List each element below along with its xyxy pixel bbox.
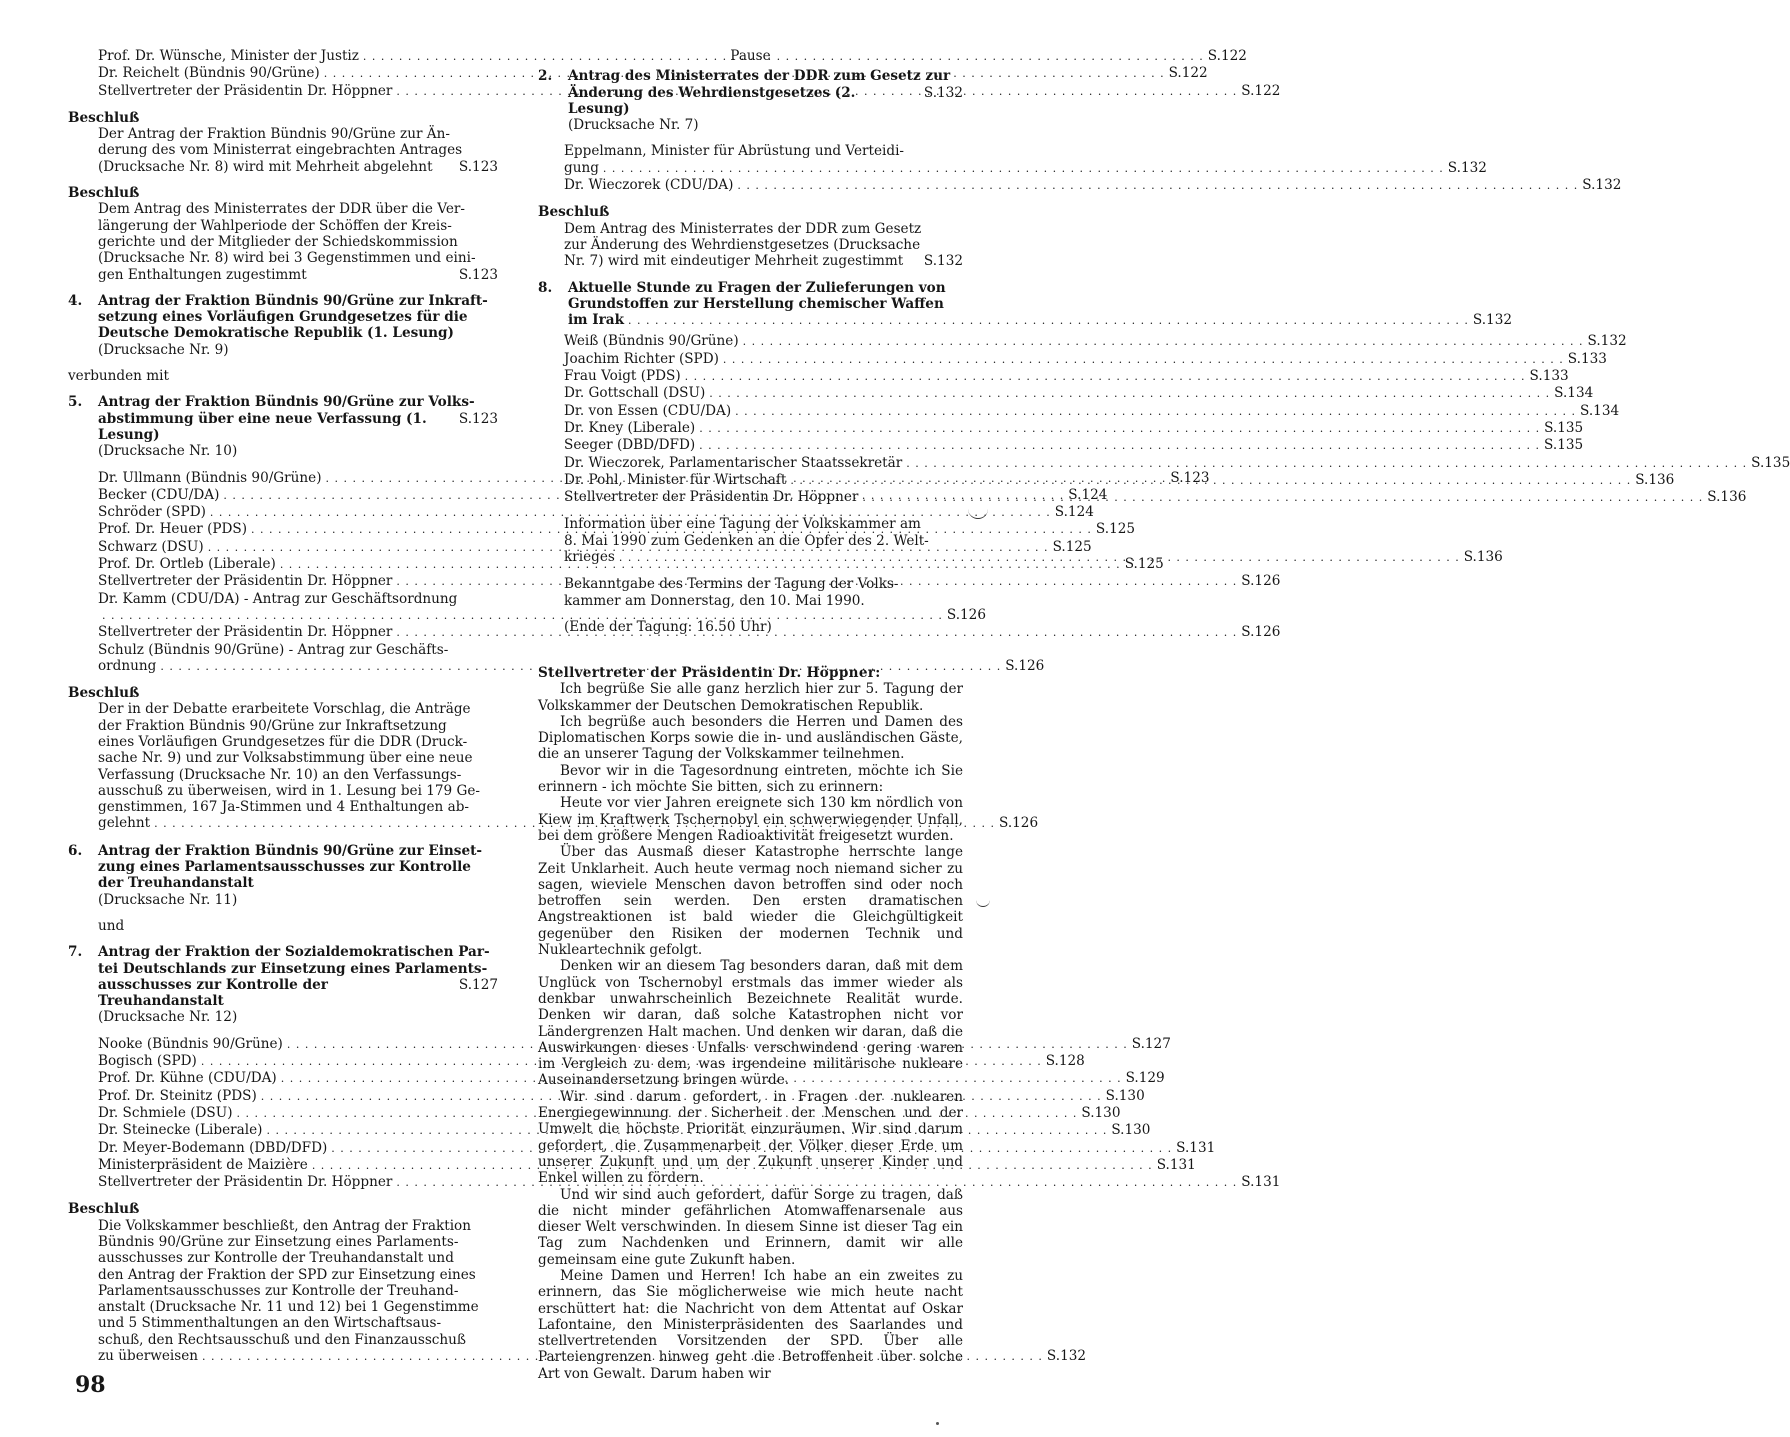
list-item: Stellvertreter der Präsidentin Dr. Höppner . . . S.131: [98, 1174, 498, 1191]
resolution-heading: Beschluß: [68, 109, 140, 126]
info-block: Information über eine Tagung der Volkskammer am 8. Mai 1990 zum Gedenken an die Opfer des 2. Welt- krieges . . . S.136: [538, 516, 963, 566]
list-item: Ministerpräsident de Maizière . . . S.131: [98, 1157, 498, 1174]
list-item: Seeger (DBD/DFD) . . . S.135: [564, 437, 963, 454]
list-item: Dr. Schmiele (DSU) . . . S.130: [98, 1105, 498, 1122]
list-item: Stellvertreter der Präsidentin Dr. Höppner . . . S.126: [98, 573, 498, 590]
agenda-item-4: 4. Antrag der Fraktion Bündnis 90/Grüne zur Inkraft- setzung eines Vorläufigen Grundgesetzes für die Deutsche Demokratische Republik (1. Lesung) (Drucksache Nr. 9): [68, 292, 488, 358]
list-item: Prof. Dr. Heuer (PDS) . . . S.125: [98, 521, 498, 538]
page-number: 98: [75, 1372, 106, 1398]
speech-paragraph: Denken wir an diesem Tag besonders daran, daß mit dem Unglück von Tschernobyl erstmals das immer wieder als denkbar unwahrscheinlich Bezeichnete Realität wurde. Denken wir daran, daß solche Katastrophen nicht vor Ländergrenzen Halt machen. Und denken wir daran, daß die Auswirkungen dieses Unfalls verschwindend gering waren im Vergleich zu dem, was irgendeine militärische nukleare Auseinandersetzung bringen würde.: [538, 958, 963, 1089]
list-item: Dr. Pohl, Minister für Wirtschaft . . . S.136: [564, 472, 963, 489]
list-item: Prof. Dr. Wünsche, Minister der Justiz . . . S.122: [98, 48, 498, 65]
announcement-block: Bekanntgabe des Termins der Tagung der Volks- kammer am Donnerstag, den 10. Mai 1990.: [564, 576, 899, 609]
list-item: Eppelmann, Minister für Abrüstung und Verteidi-: [564, 143, 905, 160]
agenda-number: 5.: [68, 394, 83, 411]
agenda-item-6: 6. Antrag der Fraktion Bündnis 90/Grüne zur Einset- zung eines Parlamentsausschusses zur Kontrolle der Treuhandanstalt (Drucksache Nr. 11): [68, 842, 483, 908]
list-item: Stellvertreter der Präsidentin Dr. Höppner . . . S.122: [98, 83, 498, 100]
resolution-heading: Beschluß: [68, 1201, 140, 1218]
list-item: Prof. Dr. Kühne (CDU/DA) . . . S.129: [98, 1070, 498, 1087]
connector-text: verbunden mit: [68, 368, 169, 385]
list-item: Prof. Dr. Ortleb (Liberale) . . . S.125: [98, 556, 498, 573]
list-item: Dr. Kamm (CDU/DA) - Antrag zur Geschäftsordnung: [98, 590, 458, 607]
session-end: (Ende der Tagung: 16.50 Uhr): [564, 618, 772, 635]
agenda-number: 6.: [68, 842, 83, 859]
speech-paragraph: Heute vor vier Jahren ereignete sich 130 km nördlich von Kiew im Kraftwerk Tschernobyl ein schwerwiegender Unfall, bei dem größere Mengen Radioaktivität freigesetzt wurden.: [538, 795, 963, 844]
list-item: Dr. Wieczorek, Parlamentarischer Staatssekretär . . . S.135: [564, 455, 963, 472]
agenda-item-2: 2. Antrag des Ministerrates der DDR zum Gesetz zur Änderung des Wehrdienstgesetzes (2. Lesung) S.132 (Drucksache Nr. 7): [538, 68, 963, 134]
resolution-heading: Beschluß: [68, 185, 140, 202]
list-item: Becker (CDU/DA) . . . S.124: [98, 487, 498, 504]
resolution-heading: Beschluß: [68, 685, 140, 702]
list-item: Frau Voigt (PDS) . . . S.133: [564, 368, 963, 385]
agenda-number: 4.: [68, 292, 83, 309]
connector-text: und: [98, 917, 125, 934]
list-item: Dr. Steinecke (Liberale) . . . S.130: [98, 1122, 498, 1139]
pause-label: Pause: [730, 48, 771, 64]
speaker-list-2: Eppelmann, Minister für Abrüstung und Verteidi- gung . . . S.132 Dr. Wieczorek (CDU/DA) . . . S.132: [538, 143, 963, 194]
list-item: Dr. Reichelt (Bündnis 90/Grüne) . . . S.122: [98, 65, 498, 82]
speech-paragraph: Bevor wir in die Tagesordnung eintreten, möchte ich Sie erinnern - ich möchte Sie bitten, sich zu erinnern:: [538, 762, 963, 796]
speaker-list-5: Dr. Ullmann (Bündnis 90/Grüne) . . . S.123 Becker (CDU/DA) . . . S.124 Schröder (SPD) . . . S.124 Prof. Dr. Heuer (PDS) . . . S.125 Schwarz (DSU) . . . S.125 Prof. Dr. Ortleb (Liberale) . . . S.125 Stellvertreter der Präsidentin Dr. Höppner . . . S.126 Dr. Kamm (CDU/DA) - Antrag zur Geschäftsordnung . . . S.126 Stellvertreter der Präsidentin Dr. Höppner . . . S.126 Schulz (Bündnis 90/Grüne) - Antrag zur Geschäfts- ordnung . . . S.126: [68, 470, 498, 676]
list-item: Stellvertreter der Präsidentin Dr. Höppner . . . S.126: [98, 624, 498, 641]
speech-paragraph: Und wir sind auch gefordert, dafür Sorge zu tragen, daß die nicht minder gefährlichen Atomwaffenarsenale aus dieser Welt verschwinden. In diesem Sinne ist dieser Tag ein Tag zum Nachdenken und Erinnern, damit wir alle gemeinsam eine gute Zukunft haben.: [538, 1186, 963, 1268]
list-item: Stellvertreter der Präsidentin Dr. Höppner . . . S.136: [564, 489, 963, 506]
agenda-item-7: 7. Antrag der Fraktion der Sozialdemokratischen Par- tei Deutschlands zur Einsetzung eines Parlaments- ausschusses zur Kontrolle der Treuhandanstalt S.127 (Drucksache Nr. 12): [68, 944, 498, 1026]
list-item: Prof. Dr. Steinitz (PDS) . . . S.130: [98, 1088, 498, 1105]
speaker-name: Stellvertreter der Präsidentin Dr. Höppner:: [538, 665, 881, 681]
resolution-block: Beschluß Dem Antrag des Ministerrates der DDR zum Gesetz zur Änderung des Wehrdienstgesetzes (Drucksache Nr. 7) wird mit eindeutiger Mehrheit zugestimmt S.132: [538, 204, 963, 270]
resolution-block: Beschluß Dem Antrag des Ministerrates der DDR über die Ver- längerung der Wahlperiode der Schöffen der Kreis- gerichte und der Mitglieder der Schiedskommission (Drucksache Nr. 8) wird bei 3 Gegenstimmen und eini- gen Enthaltungen zugestimmt S.123: [68, 185, 498, 283]
speech-paragraph: Über das Ausmaß dieser Katastrophe herrschte lange Zeit Unklarheit. Auch heute vermag noch niemand sicher zu sagen, wieviele Menschen davon betroffen sind oder noch betroffen sein werden. Den ersten dramatischen Angstreaktionen ist bald wieder die Gleichgültigkeit gegenüber den Risiken der modernen Technik und Nukleartechnik gefolgt.: [538, 844, 963, 959]
list-item: Dr. von Essen (CDU/DA) . . . S.134: [564, 403, 963, 420]
resolution-block: Beschluß Der in der Debatte erarbeitete Vorschlag, die Anträge der Fraktion Bündnis 90/Grüne zur Inkraftsetzung eines Vorläufigen Grundgesetzes für die DDR (Druck- sache Nr. 9) und zur Volksabstimmung über eine neue Verfassung (Drucksache Nr. 10) an den Verfassungs- ausschuß zu überweisen, wird in 1. Lesung bei 179 Ge- genstimmen, 167 Ja-Stimmen und 4 Enthaltungen ab- gelehnt . . . S.126: [68, 685, 498, 833]
list-item: Dr. Meyer-Bodemann (DBD/DFD) . . . S.131: [98, 1140, 498, 1157]
scan-speck: [936, 1422, 939, 1425]
speech-paragraph: Meine Damen und Herren! Ich habe an ein zweites zu erinnern, das Sie möglicherweise wie mich heute nacht erschüttert hat: die Nachricht von dem Attentat auf Oskar Lafontaine, den Ministerpräsidenten des Saarlandes und stellvertretenden Vorsitzenden der SPD. Über alle Parteiengrenzen hinweg geht die Betroffenheit über solche Art von Gewalt. Darum haben wir: [538, 1267, 963, 1382]
list-item: Nooke (Bündnis 90/Grüne) . . . S.127: [98, 1036, 498, 1053]
list-item: Dr. Wieczorek (CDU/DA) . . . S.132: [564, 177, 963, 194]
list-item: Dr. Ullmann (Bündnis 90/Grüne) . . . S.123: [98, 470, 498, 487]
list-item: Dr. Kney (Liberale) . . . S.135: [564, 420, 963, 437]
agenda-item-8: 8. Aktuelle Stunde zu Fragen der Zulieferungen von Grundstoffen zur Herstellung chemischer Waffen im Irak . . . S.132: [538, 280, 963, 330]
scan-mark: [976, 898, 990, 907]
agenda-number: 7.: [68, 944, 83, 961]
speech-paragraph: Ich begrüße Sie alle ganz herzlich hier zur 5. Tagung der Volkskammer der Deutschen Demokratischen Republik.: [538, 681, 963, 714]
list-item: Bogisch (SPD) . . . S.128: [98, 1053, 498, 1070]
resolution-block: Beschluß Die Volkskammer beschließt, den Antrag der Fraktion Bündnis 90/Grüne zur Einsetzung eines Parlaments- ausschusses zur Kontrolle der Treuhandanstalt und den Antrag der Fraktion der SPD zur Einsetzung eines Parlamentsausschusses zur Kontrolle der Treuhand- anstalt (Drucksache Nr. 11 und 12) bei 1 Gegenstimme und 5 Stimmenthaltungen an den Wirtschaftsaus- schuß, den Rechtsausschuß und den Finanzausschuß zu überweisen . . . S.132: [68, 1201, 498, 1365]
list-item: Weiß (Bündnis 90/Grüne) . . . S.132: [564, 333, 963, 350]
agenda-number: 2.: [538, 68, 553, 85]
list-item: Dr. Gottschall (DSU) . . . S.134: [564, 385, 963, 402]
list-item: Schulz (Bündnis 90/Grüne) - Antrag zur Geschäfts-: [98, 641, 449, 658]
speech-text: [538, 665, 963, 1382]
agenda-item-5: 5. Antrag der Fraktion Bündnis 90/Grüne zur Volks- abstimmung über eine neue Verfassung (1. Lesung) S.123 (Drucksache Nr. 10): [68, 394, 498, 460]
list-item: Joachim Richter (SPD) . . . S.133: [564, 351, 963, 368]
resolution-heading: Beschluß: [538, 204, 610, 221]
speech-paragraph: Wir sind darum gefordert, in Fragen der nuklearen Energiegewinnung der Sicherheit der Menschen und der Umwelt die höchste Priorität einzuräumen. Wir sind darum gefordert, die Zusammenarbeit der Völker dieser Erde um unserer Zukunft und um der Zukunft unserer Kinder und Enkel willen zu fördern.: [538, 1088, 963, 1187]
resolution-block: Beschluß Der Antrag der Fraktion Bündnis 90/Grüne zur Än- derung des vom Ministerrat eingebrachten Antrages (Drucksache Nr. 8) wird mit Mehrheit abgelehnt S.123: [68, 109, 498, 175]
speech-paragraph: Ich begrüße auch besonders die Herren und Damen des Diplomatischen Korps sowie die in- und ausländischen Gäste, die an unserer Tagung der Volkskammer teilnehmen.: [538, 713, 963, 763]
agenda-number: 8.: [538, 279, 553, 296]
list-item: Schröder (SPD) . . . S.124: [98, 504, 498, 521]
list-item: Schwarz (DSU) . . . S.125: [98, 539, 498, 556]
